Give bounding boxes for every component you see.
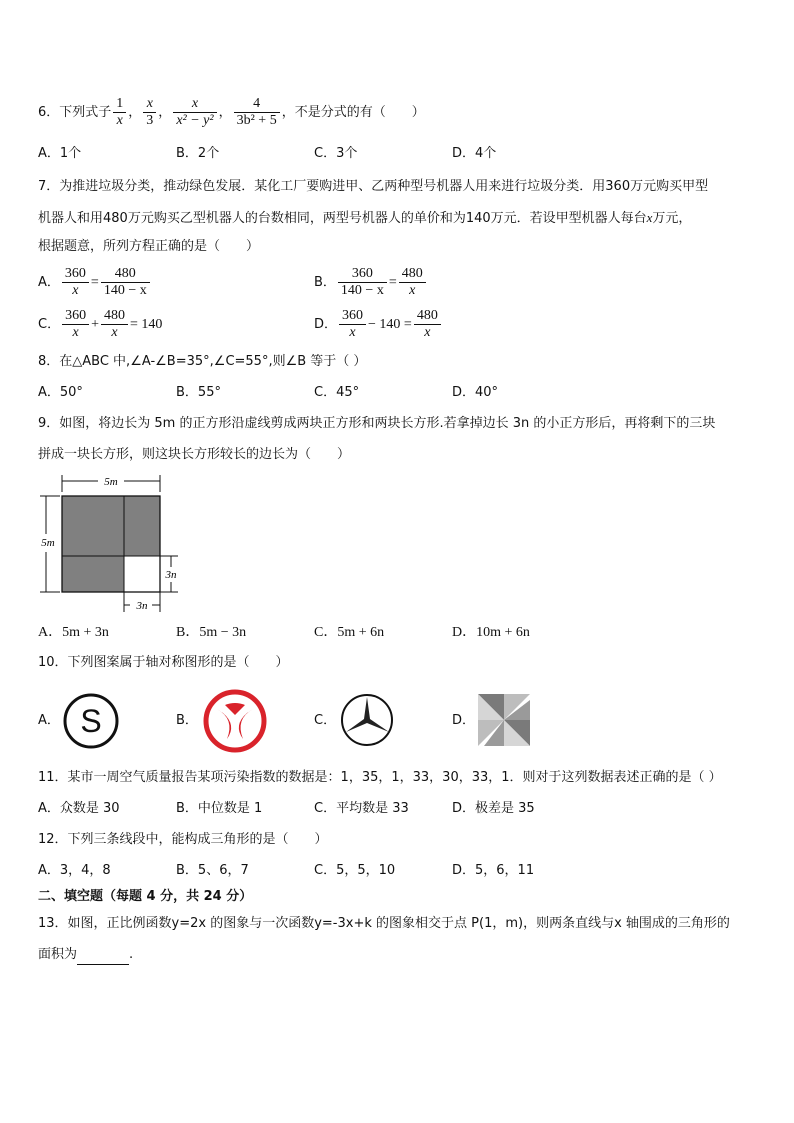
q9-option-d: D．10m + 6n xyxy=(452,625,530,640)
q9-bottom-label: 3n xyxy=(136,600,148,612)
section-2-heading: 二、填空题（每题 4 分，共 24 分） xyxy=(38,889,253,904)
q6-prefix: 6．下列式子 xyxy=(38,105,112,120)
q13-line-2: 面积为 . xyxy=(38,945,133,965)
q6-fraction-2: $\frac{x}{3}$ xyxy=(143,96,156,129)
q9-left-label: 5m xyxy=(41,537,55,549)
q8-option-d: D．40° xyxy=(452,385,499,400)
question-6: 6．下列式子 $\frac{1}{x}$ ， $\frac{x}{3}$ ， $\frac{x}{\text{x² − y²}}$ ， $\frac{4}{\text{3b² + 5}}$ ，不是分式的有（ ） xyxy=(38,96,425,128)
q7-option-b: B． $\frac{360}{140 - x}$ = $\frac{480}{x}$ xyxy=(314,266,428,299)
q6-suffix: ，不是分式的有（ ） xyxy=(281,105,425,120)
q7-option-a: A． $\frac{360}{x}$ = $\frac{480}{140 - x}$ xyxy=(38,266,152,299)
q12-option-c: C．5，5，10 xyxy=(314,863,396,878)
q13-answer-blank[interactable] xyxy=(77,950,129,965)
q12-option-a: A．3，4，8 xyxy=(38,863,111,878)
q10-three-point-star-icon xyxy=(339,692,395,748)
q9-removed-square xyxy=(124,556,160,592)
q6-fraction-3: $\frac{x}{\text{x² − y²}}$ xyxy=(173,96,216,129)
q12-option-d: D．5，6，11 xyxy=(452,863,535,878)
question-8: 8．在△ABC 中,∠A-∠B=35°,∠C=55°,则∠B 等于（ ） xyxy=(38,354,367,369)
q7-line-3: 根据题意，所列方程正确的是（ ） xyxy=(38,239,260,254)
q6-fraction-1: $\frac{1}{x}$ xyxy=(113,96,126,129)
q10-option-b-label: B． xyxy=(176,713,198,728)
q8-option-b: B．55° xyxy=(176,385,221,400)
q11-option-c: C．平均数是 33 xyxy=(314,801,409,816)
q10-option-d-label: D． xyxy=(452,713,476,728)
q9-line-2: 拼成一块长方形，则这块长方形较长的边长为（ ） xyxy=(38,447,351,462)
q9-option-b: B．5m − 3n xyxy=(176,625,247,640)
q9-option-c: C．5m + 6n xyxy=(314,625,385,640)
q11-option-a: A．众数是 30 xyxy=(38,801,120,816)
q6-fraction-4: $\frac{4}{\text{3b² + 5}}$ xyxy=(234,96,280,129)
question-11: 11．某市一周空气质量报告某项污染指数的数据是：1，35，1，33，30，33，1．则对于这列数据表述正确的是（ ） xyxy=(38,770,722,785)
q9-square-figure xyxy=(38,472,188,617)
q7-option-d: D． $\frac{360}{x}$ − 140 = $\frac{480}{x}$ xyxy=(314,308,443,341)
q10-option-c-label: C． xyxy=(314,713,337,728)
q9-line-1: 9．如图，将边长为 5m 的正方形沿虚线剪成两块正方形和两块长方形.若拿掉边长 3n 的小正方形后，再将剩下的三块 xyxy=(38,416,716,431)
q10-red-swirl-logo-icon xyxy=(203,689,267,753)
q13-line-1: 13．如图，正比例函数y=2x 的图象与一次函数y=-3x+k 的图象相交于点 P(1，m)，则两条直线与x 轴围成的三角形的 xyxy=(38,916,730,931)
q10-logo-s-icon xyxy=(62,692,120,750)
q7-line-2: 机器人和用480万元购买乙型机器人的台数相同，两型号机器人的单价和为140万元．若设甲型机器人每台x万元， xyxy=(38,210,692,226)
q8-option-a: A．50° xyxy=(38,385,83,400)
q7-option-c: C． $\frac{360}{x}$ + $\frac{480}{x}$ = 140 xyxy=(38,308,163,340)
q6-option-c: C．3个 xyxy=(314,146,358,161)
q11-option-b: B．中位数是 1 xyxy=(176,801,263,816)
q7-line-1: 7．为推进垃圾分类，推动绿色发展．某化工厂要购进甲、乙两种型号机器人用来进行垃圾分类．用360万元购买甲型 xyxy=(38,179,709,194)
q6-option-d: D．4个 xyxy=(452,146,497,161)
q9-top-label: 5m xyxy=(104,476,118,488)
q6-option-b: B．2个 xyxy=(176,146,220,161)
q12-option-b: B．5、6，7 xyxy=(176,863,249,878)
q9-option-a: A．5m + 3n xyxy=(38,625,109,640)
q11-option-d: D．极差是 35 xyxy=(452,801,535,816)
q6-option-a: A．1个 xyxy=(38,146,82,161)
question-10: 10．下列图案属于轴对称图形的是（ ） xyxy=(38,655,289,670)
q10-option-a-label: A． xyxy=(38,713,60,728)
q8-option-c: C．45° xyxy=(314,385,360,400)
svg-text:S: S xyxy=(80,703,102,739)
q10-pinwheel-icon xyxy=(476,692,532,748)
q9-right-label: 3n xyxy=(165,569,177,581)
question-12: 12．下列三条线段中，能构成三角形的是（ ） xyxy=(38,832,328,847)
